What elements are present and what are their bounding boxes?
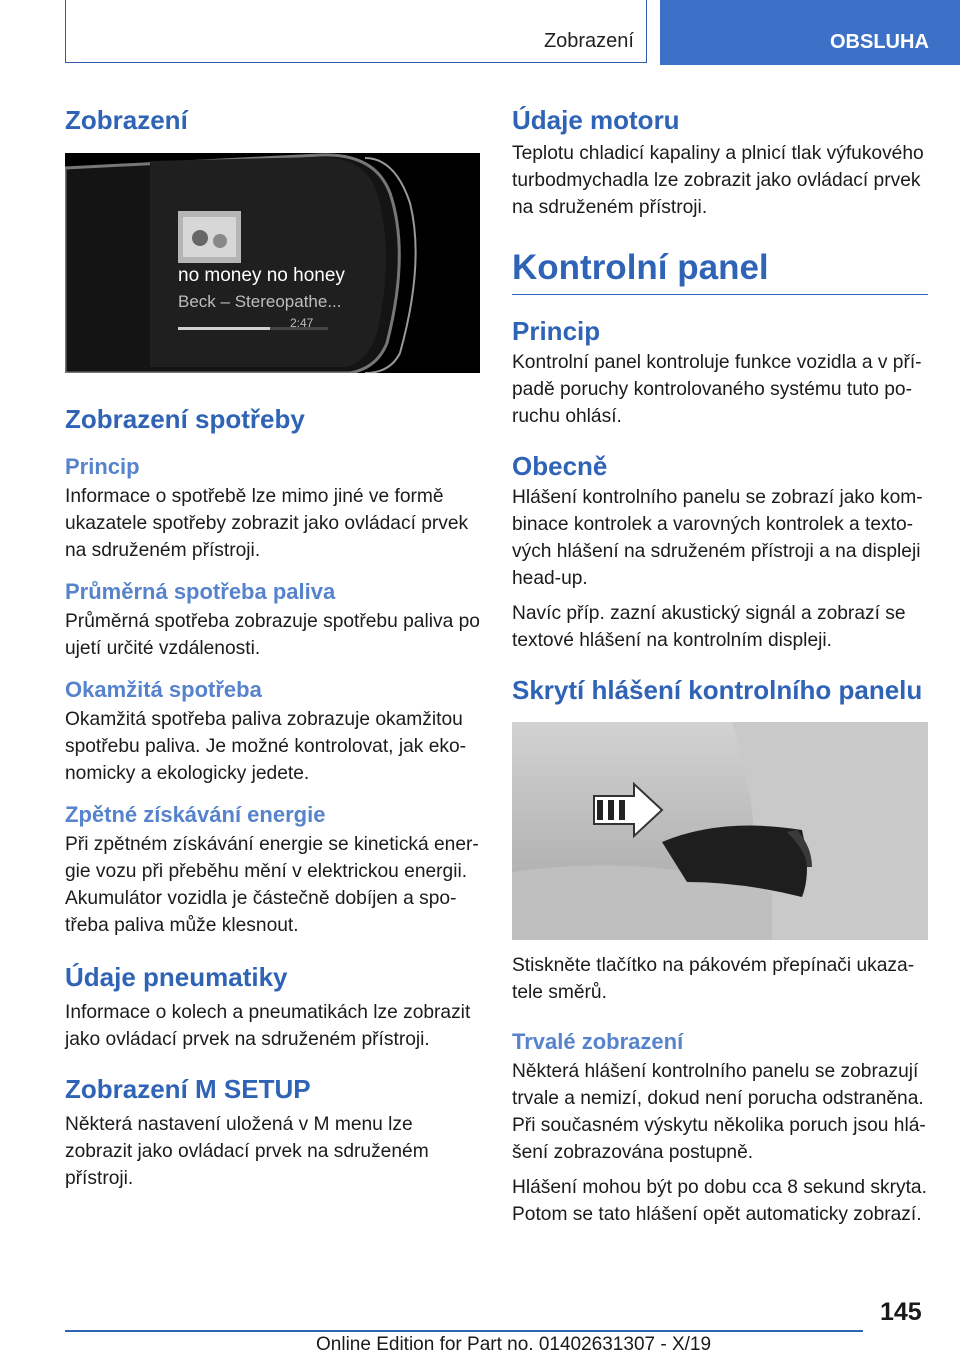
tyre-data-text: Informace o kolech a pneumatikách lze zobrazit jako ovládací prvek na sdruženém přístroji. [65, 1002, 471, 1050]
consumption-heading: Zobrazení spotřeby [65, 404, 305, 434]
energy-recovery-heading: Zpětné získávání energie [65, 802, 326, 827]
cluster-time: 2:47 [290, 316, 314, 330]
avg-consumption-text: Průměrná spotřeba zobrazuje spotřebu paliva po ujetí určité vzdálenosti. [65, 611, 480, 659]
footer-divider [65, 1330, 863, 1332]
turn-signal-lever-image [512, 722, 928, 940]
control-panel-principle-heading: Princip [512, 316, 601, 346]
engine-data-text: Teplotu chladicí kapaliny a plnicí tlak výfukového turbodmychadla lze zobrazit jako ovládací prvek na sdruženém přístroji. [512, 143, 924, 218]
header-section-title: Zobrazení [543, 30, 634, 52]
cluster-artist: Beck – Stereopathe... [178, 292, 342, 311]
permanent-display-text-1: Některá hlášení kontrolního panelu se zobrazují trvale a nemizí, dokud není porucha odstraněna. Při současném výskytu několika poruch jsou hlášení zobrazována postupně. [512, 1061, 926, 1163]
instant-consumption-text: Okamžitá spotřeba paliva zobrazuje okamžitou spotřebu paliva. Je možné kontrolovat, jak ekonomicky a ekologicky jedete. [65, 709, 467, 784]
right-column [512, 100, 928, 1228]
page-number: 145 [880, 1298, 922, 1326]
msetup-heading: Zobrazení M SETUP [65, 1074, 311, 1104]
header-frame [65, 0, 647, 63]
instrument-cluster-image [65, 153, 480, 373]
left-column [65, 100, 480, 1192]
footer-edition: Online Edition for Part no. 01402631307 - X/19 [316, 1334, 712, 1355]
control-panel-principle-text: Kontrolní panel kontroluje funkce vozidla a v případě poruchy kontrolovaného systému tuto poruchu ohlásí. [512, 352, 922, 427]
energy-recovery-text: Při zpětném získávání energie se kinetická energie vozu při přeběhu mění v elektrickou energii. Akumulátor vozidla je částečně dobíjen a spotřeba paliva může klesnout. [65, 834, 479, 936]
permanent-display-heading: Trvalé zobrazení [512, 1029, 684, 1054]
tyre-data-heading: Údaje pneumatiky [65, 962, 288, 992]
consumption-principle-text: Informace o spotřebě lze mimo jiné ve formě ukazatele spotřeby zobrazit jako ovládací prvek na sdruženém přístroji. [65, 486, 469, 561]
avg-consumption-heading: Průměrná spotřeba paliva [65, 579, 336, 604]
engine-data-heading: Údaje motoru [512, 105, 680, 135]
header-chapter-tab [660, 0, 960, 65]
hide-messages-text: Stiskněte tlačítko na pákovém přepínači ukazatele směrů. [512, 955, 915, 1003]
general-heading: Obecně [512, 451, 608, 481]
msetup-text: Některá nastavení uložená v M menu lze zobrazit jako ovládací prvek na sdruženém přístroji. [65, 1114, 429, 1189]
hide-messages-heading: Skrytí hlášení kontrolního panelu [512, 675, 923, 705]
general-text-2: Navíc příp. zazní akustický signál a zobrazí se textové hlášení na kontrolním displeji. [512, 603, 906, 651]
general-text-1: Hlášení kontrolního panelu se zobrazí jako kombinace kontrolek a varovných kontrolek a textových hlášení na sdruženém přístroji a na displeji head-up. [512, 487, 923, 589]
control-panel-heading: Kontrolní panel [512, 247, 928, 295]
permanent-display-text-2: Hlášení mohou být po dobu cca 8 sekund skryta. Potom se tato hlášení opět automaticky zobrazí. [512, 1177, 927, 1225]
display-heading: Zobrazení [65, 105, 188, 135]
cluster-song-title: no money no honey [178, 265, 345, 286]
lever-illustration [512, 722, 928, 940]
header-chapter-label: OBSLUHA [830, 31, 929, 53]
consumption-principle-heading: Princip [65, 454, 140, 479]
cluster-illustration [65, 153, 480, 373]
instant-consumption-heading: Okamžitá spotřeba [65, 677, 262, 702]
